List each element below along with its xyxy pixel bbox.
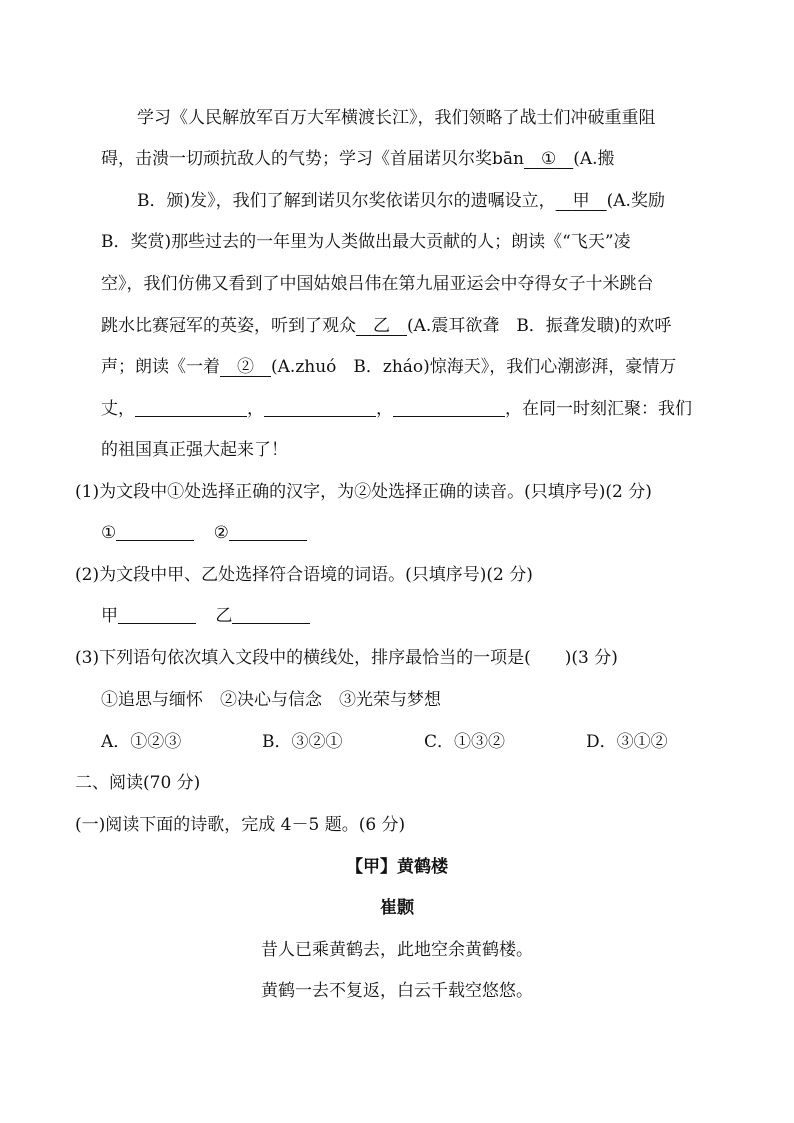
poem-title: 【甲】黄鹤楼 [346,857,448,877]
passage-line-6 [101,314,671,338]
passage-line-8 [101,397,692,421]
blank-yi: 乙 [373,316,390,336]
passage-text: 跳水比赛冠军的英姿，听到了观众 [101,316,356,336]
question-1-answers [101,521,307,545]
passage-text: (A.搬 [573,149,615,169]
answer-blank[interactable] [118,605,196,624]
passage-text: 碍，击溃一切顽抗敌人的气势；学习《首届诺贝尔奖bān [101,149,524,169]
passage-line-5: 空》，我们仿佛又看到了中国姑娘吕伟在第九届亚运会中夺得女子十米跳台 [101,274,654,294]
passage-text: (A.zhuó B．zháo)惊海天》，我们心潮澎湃，豪情万 [271,357,677,377]
answer-blank[interactable] [229,522,307,541]
passage-line-2 [101,147,615,171]
section-subtitle: (一)阅读下面的诗歌，完成 4－5 题。(6 分) [75,815,406,835]
question-3: (3)下列语句依次填入文段中的横线处，排序最恰当的一项是( )(3 分) [75,648,618,668]
passage-line-1: 学习《人民解放军百万大军横渡长江》，我们领略了战士们冲破重重阻 [137,108,656,128]
passage-text: B．颁)发》，我们了解到诺贝尔奖依诺贝尔的遗嘱设立， [137,191,556,211]
answer-blank[interactable] [232,605,310,624]
option-a[interactable]: A．①②③ [101,732,182,752]
poem-line-1: 昔人已乘黄鹤去，此地空余黄鹤楼。 [261,940,533,960]
passage-line-3 [137,189,665,213]
poem-line-2: 黄鹤一去不复返，白云千载空悠悠。 [261,981,533,1001]
passage-text: (A.奖励 [606,191,665,211]
passage-line-4: B．奖赏)那些过去的一年里为人类做出最大贡献的人；朗读《“飞天”凌 [101,232,631,252]
passage-line-7 [101,355,676,379]
answer-label: 甲 [101,606,118,626]
passage-text: 丈， [101,399,135,419]
blank-jia: 甲 [572,191,590,211]
passage-text: ， [376,399,393,419]
answer-label: ① [101,523,117,543]
question-2: (2)为文段中甲、乙处选择符合语境的词语。(只填序号)(2 分) [75,565,533,585]
section-title: 二、阅读(70 分) [75,773,201,793]
passage-text: (A.震耳欲聋 B．振聋发聩)的欢呼 [407,316,672,336]
passage-line-9: 的祖国真正强大起来了！ [101,440,288,460]
question-1: (1)为文段中①处选择正确的汉字，为②处选择正确的读音。(只填序号)(2 分) [75,482,652,502]
blank-1: ① [540,149,557,169]
blank-2: ② [237,357,254,377]
fill-blank[interactable] [393,398,505,417]
fill-blank[interactable] [135,398,247,417]
question-3-items: ①追思与缅怀 ②决心与信念 ③光荣与梦想 [101,690,441,710]
question-2-answers [101,604,310,628]
fill-blank[interactable] [264,398,376,417]
passage-text: ， [247,399,264,419]
option-c[interactable]: C．①③② [424,732,506,752]
option-b[interactable]: B．③②① [262,732,343,752]
passage-text: 声；朗读《一着 [101,357,220,377]
poem-author: 崔颢 [380,898,414,918]
option-d[interactable]: D．③①② [586,732,668,752]
answer-label: ② [213,523,229,543]
answer-label: 乙 [215,606,233,626]
answer-blank[interactable] [116,522,194,541]
passage-text: ，在同一时刻汇聚：我们 [505,399,692,419]
